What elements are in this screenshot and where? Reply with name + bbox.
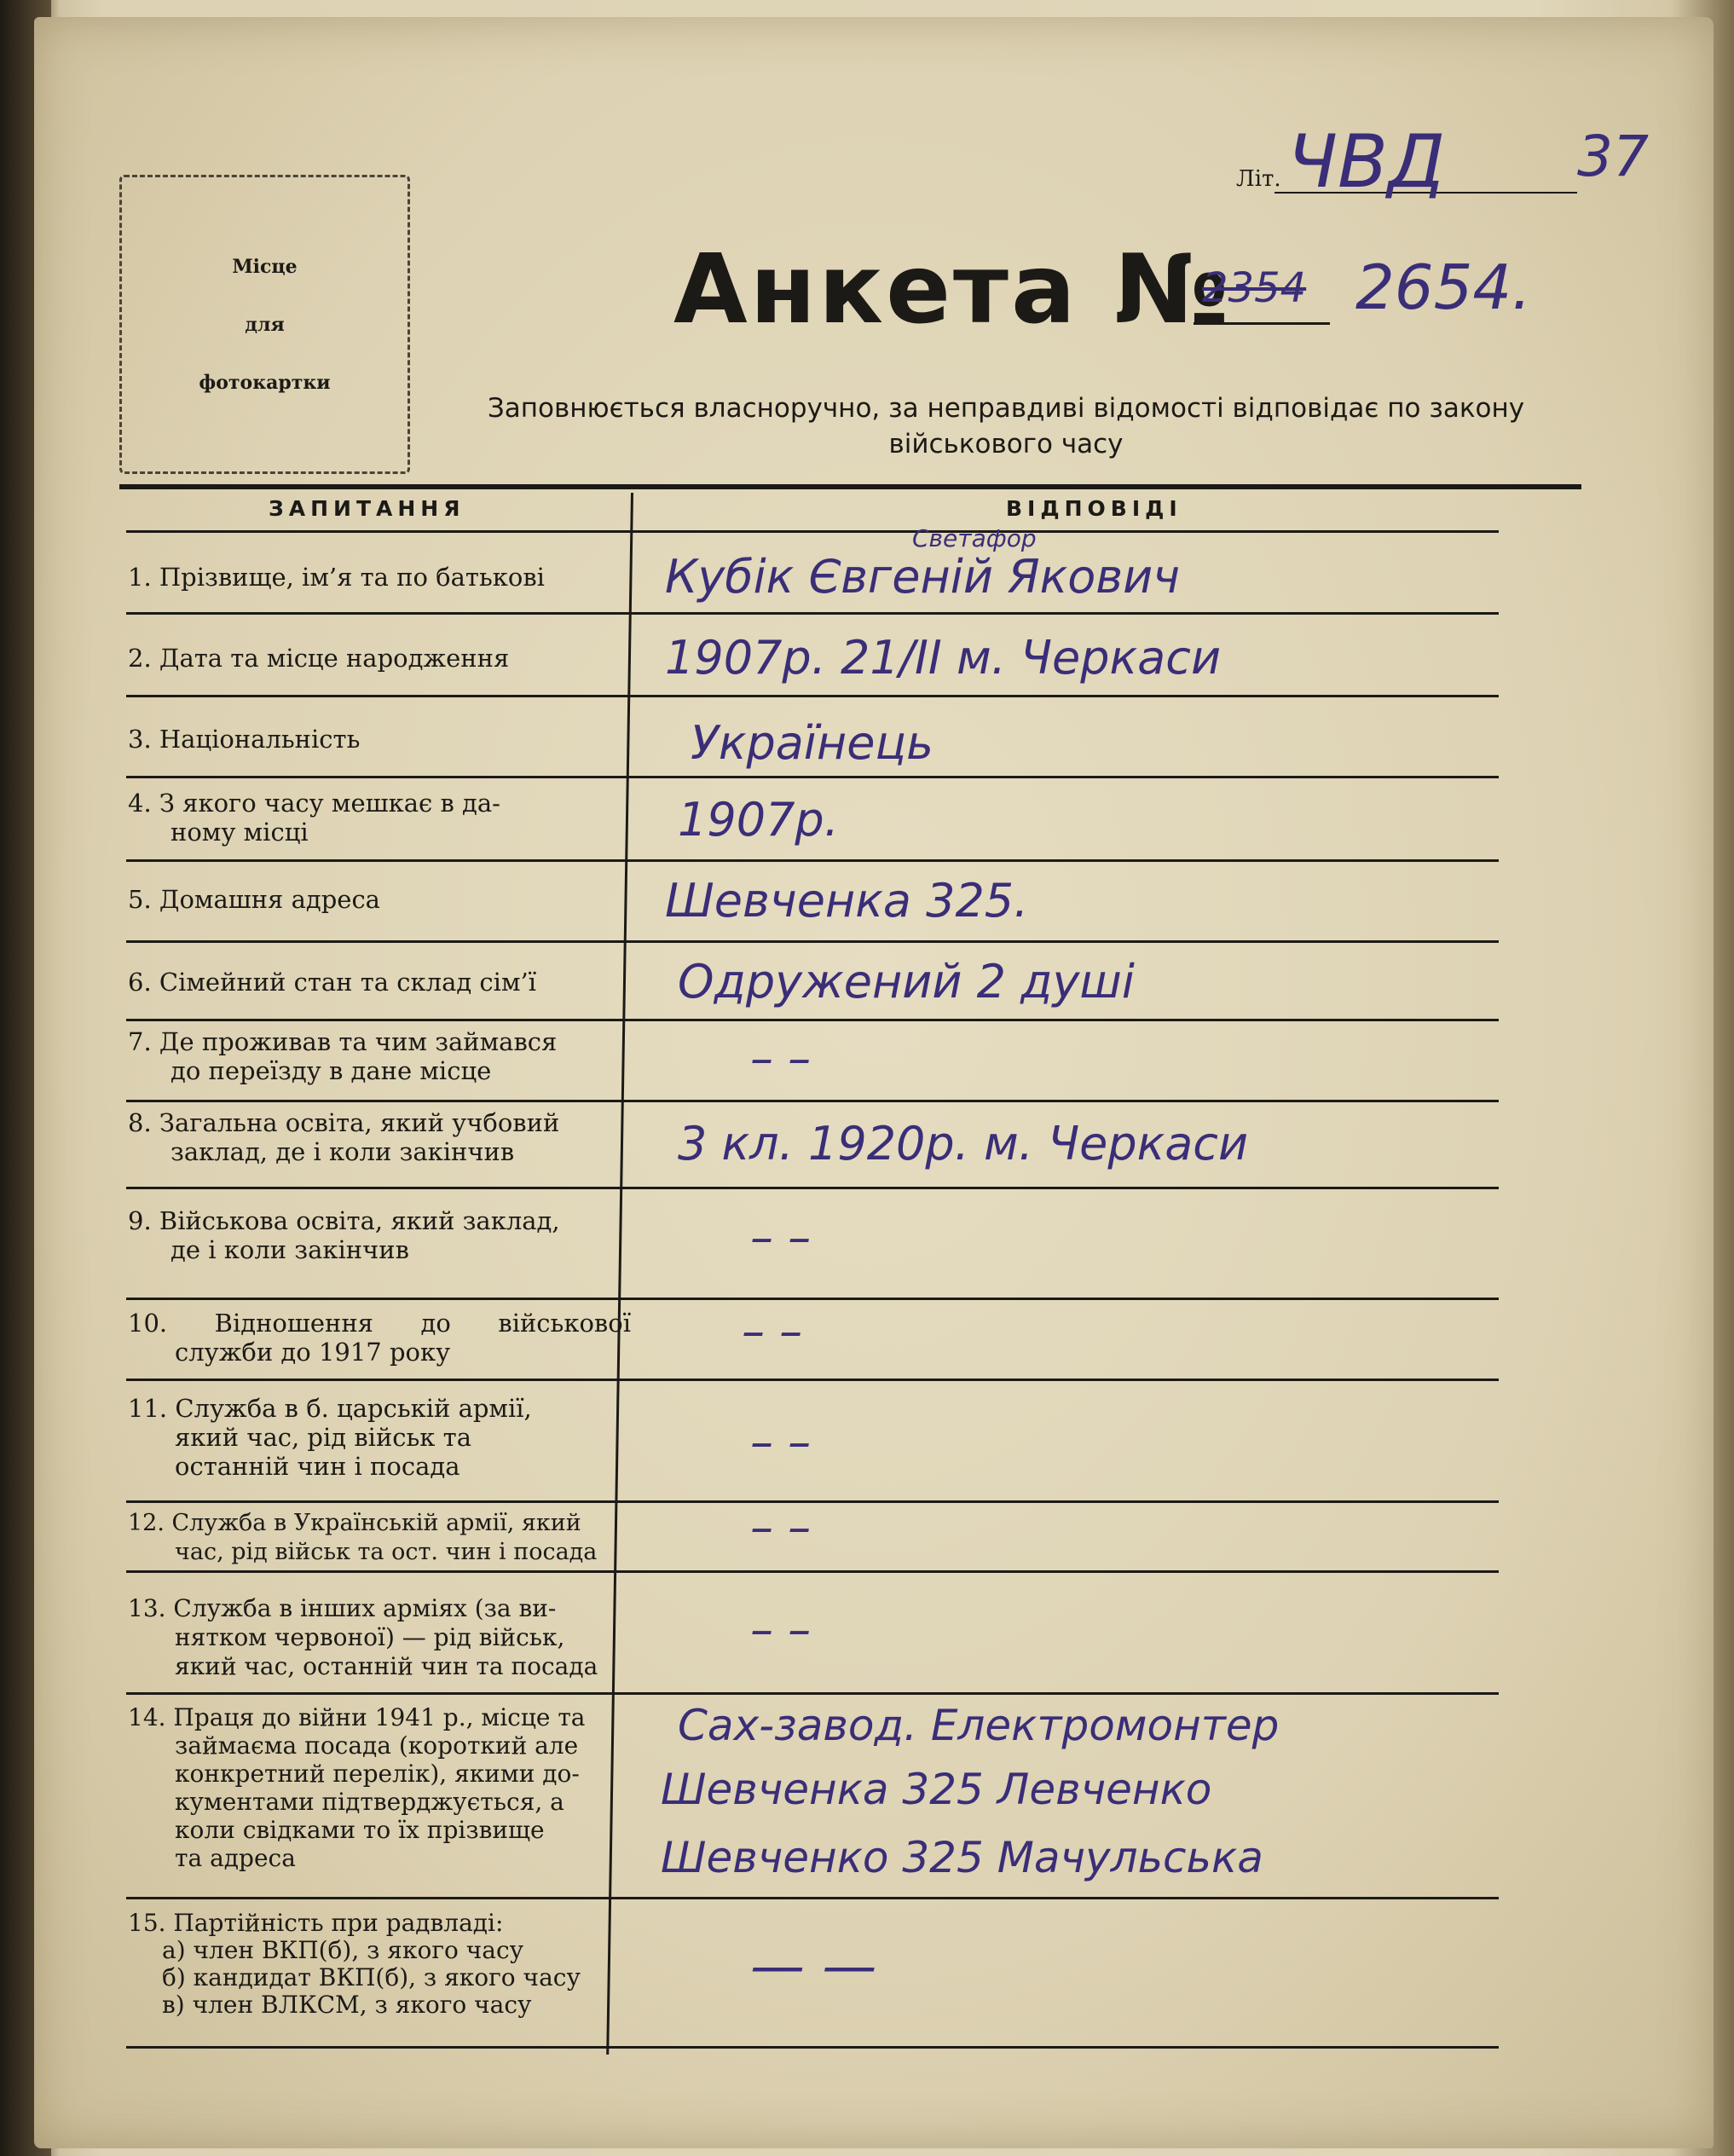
question-text: 13. Служба в інших арміях (за ви- (128, 1594, 557, 1622)
question-text: 12. Служба в Українській армії, який (128, 1510, 581, 1536)
photo-label-line-2: для (245, 314, 285, 336)
question-text: 1. Прізвище, ім’я та по батькові (128, 563, 545, 592)
question-text: 3. Національність (128, 725, 361, 754)
row-rule (126, 1570, 1499, 1573)
question-text: а) член ВКП(б), з якого часу (162, 1936, 524, 1964)
question-3 (128, 725, 631, 754)
answer-1-handwritten: Кубік Євгеній Якович (665, 550, 1181, 604)
row-rule (126, 1019, 1499, 1021)
question-text: де і коли закінчив (171, 1235, 409, 1264)
question-6 (128, 968, 631, 997)
question-text: заклад, де і коли закінчив (171, 1137, 515, 1166)
question-text: 7. Де проживав та чим займався (128, 1027, 558, 1056)
question-5 (128, 885, 631, 914)
answer-14-line-1-handwritten: Сах-завод. Електромонтер (678, 1701, 1280, 1750)
row-rule (126, 1379, 1499, 1381)
answer-15-handwritten: — — (750, 1935, 877, 1998)
answer-8-handwritten: 3 кл. 1920р. м. Черкаси (678, 1117, 1249, 1170)
question-4 (128, 789, 631, 847)
sheet-number-handwritten: 37 (1577, 124, 1649, 189)
answer-14-line-2-handwritten: Шевченка 325 Левченко (661, 1765, 1212, 1814)
row-rule (126, 2046, 1499, 2049)
answer-1-note-handwritten: Светафор (912, 524, 1037, 552)
question-text: нятком червоної) — рід військ, (175, 1623, 565, 1651)
row-rule (126, 695, 1499, 697)
question-15 (128, 1910, 631, 2019)
form-title: Анкета № (673, 234, 1232, 345)
instructions-line-1: Заповнюється власноручно, за неправдиві відомості відповідає по закону (487, 393, 1525, 424)
column-header-answers: ВІДПОВІДІ (1006, 496, 1182, 521)
row-rule (126, 1187, 1499, 1189)
lit-value-handwritten: ЧВД (1287, 119, 1446, 205)
row-rule (126, 1298, 1499, 1300)
answer-6-handwritten: Одружений 2 душі (678, 955, 1135, 1009)
question-7 (128, 1027, 631, 1085)
answer-11-handwritten: – – (750, 1415, 812, 1469)
answer-7-handwritten: – – (750, 1032, 812, 1085)
row-rule (126, 530, 1499, 533)
question-8 (128, 1108, 631, 1166)
question-text: 15. Партійність при радвладі: (128, 1909, 504, 1937)
question-text: конкретний перелік), якими до- (175, 1760, 580, 1788)
answer-2-handwritten: 1907р. 21/II м. Черкаси (665, 631, 1222, 685)
question-text: час, рід військ та ост. чин і посада (175, 1539, 598, 1565)
question-2 (128, 644, 631, 673)
question-text: 8. Загальна освіта, який учбовий (128, 1108, 560, 1137)
photo-label-line-3: фотокартки (199, 372, 331, 394)
question-text: який час, рід військ та (175, 1423, 471, 1452)
row-rule (126, 940, 1499, 943)
question-text: 11. Служба в б. царській армії, (128, 1394, 532, 1423)
row-rule (126, 1500, 1499, 1503)
question-text: який час, останній чин та посада (175, 1652, 598, 1680)
question-text: б) кандидат ВКП(б), з якого часу (162, 1963, 581, 1991)
crossed-out-number: 2354 (1202, 264, 1307, 312)
answer-3-handwritten: Українець (691, 716, 934, 770)
question-text: служби до 1917 року (175, 1338, 451, 1367)
question-text: 9. Військова освіта, який заклад, (128, 1206, 560, 1235)
question-text: 5. Домашня адреса (128, 885, 380, 914)
row-rule (126, 776, 1499, 778)
question-text: 14. Праця до війни 1941 р., місце та (128, 1703, 586, 1731)
question-text: до переїзду в дане місце (171, 1056, 492, 1085)
row-rule (126, 1897, 1499, 1899)
question-text: 4. З якого часу мешкає в да- (128, 789, 500, 818)
title-number-underline (1194, 322, 1330, 325)
row-rule (126, 1100, 1499, 1102)
question-text: 10. Відношення до військової (128, 1309, 631, 1338)
photo-label-line-1: Місце (232, 256, 298, 278)
answer-5-handwritten: Шевченка 325. (665, 874, 1029, 928)
question-text: коли свідками то їх прізвище (175, 1816, 545, 1844)
photo-placeholder-box (119, 175, 410, 474)
answer-9-handwritten: – – (750, 1211, 812, 1264)
answer-4-handwritten: 1907р. (678, 793, 839, 847)
answer-14-line-3-handwritten: Шевченко 325 Мачульська (661, 1833, 1263, 1882)
row-rule (126, 859, 1499, 862)
question-text: 2. Дата та місце народження (128, 644, 510, 673)
question-text: 6. Сімейний стан та склад сім’ї (128, 968, 536, 997)
question-text: кументами підтверджується, а (175, 1788, 564, 1816)
question-text: займаєма посада (короткий але (175, 1731, 579, 1760)
instructions-line-2: військового часу (888, 429, 1124, 460)
question-1 (128, 563, 631, 592)
column-header-questions: ЗАПИТАННЯ (269, 496, 465, 521)
row-rule (126, 1692, 1499, 1695)
question-14 (128, 1703, 631, 1872)
question-text: ному місці (171, 818, 309, 847)
form-instructions (443, 390, 1569, 462)
answer-12-handwritten: – – (750, 1500, 812, 1554)
question-13 (128, 1594, 631, 1681)
question-text: останній чин і посада (175, 1452, 460, 1481)
question-text: та адреса (175, 1844, 296, 1872)
form-number-handwritten: 2654. (1355, 251, 1532, 323)
lit-label: Літ. (1236, 166, 1281, 192)
answer-13-handwritten: – – (750, 1603, 812, 1656)
question-10 (128, 1309, 631, 1367)
table-top-rule (119, 484, 1581, 489)
question-text: в) член ВЛКСМ, з якого часу (162, 1991, 532, 2019)
question-9 (128, 1206, 631, 1264)
question-11 (128, 1394, 631, 1481)
answer-10-handwritten: – – (742, 1304, 803, 1358)
question-12 (128, 1509, 631, 1567)
row-rule (126, 612, 1499, 615)
